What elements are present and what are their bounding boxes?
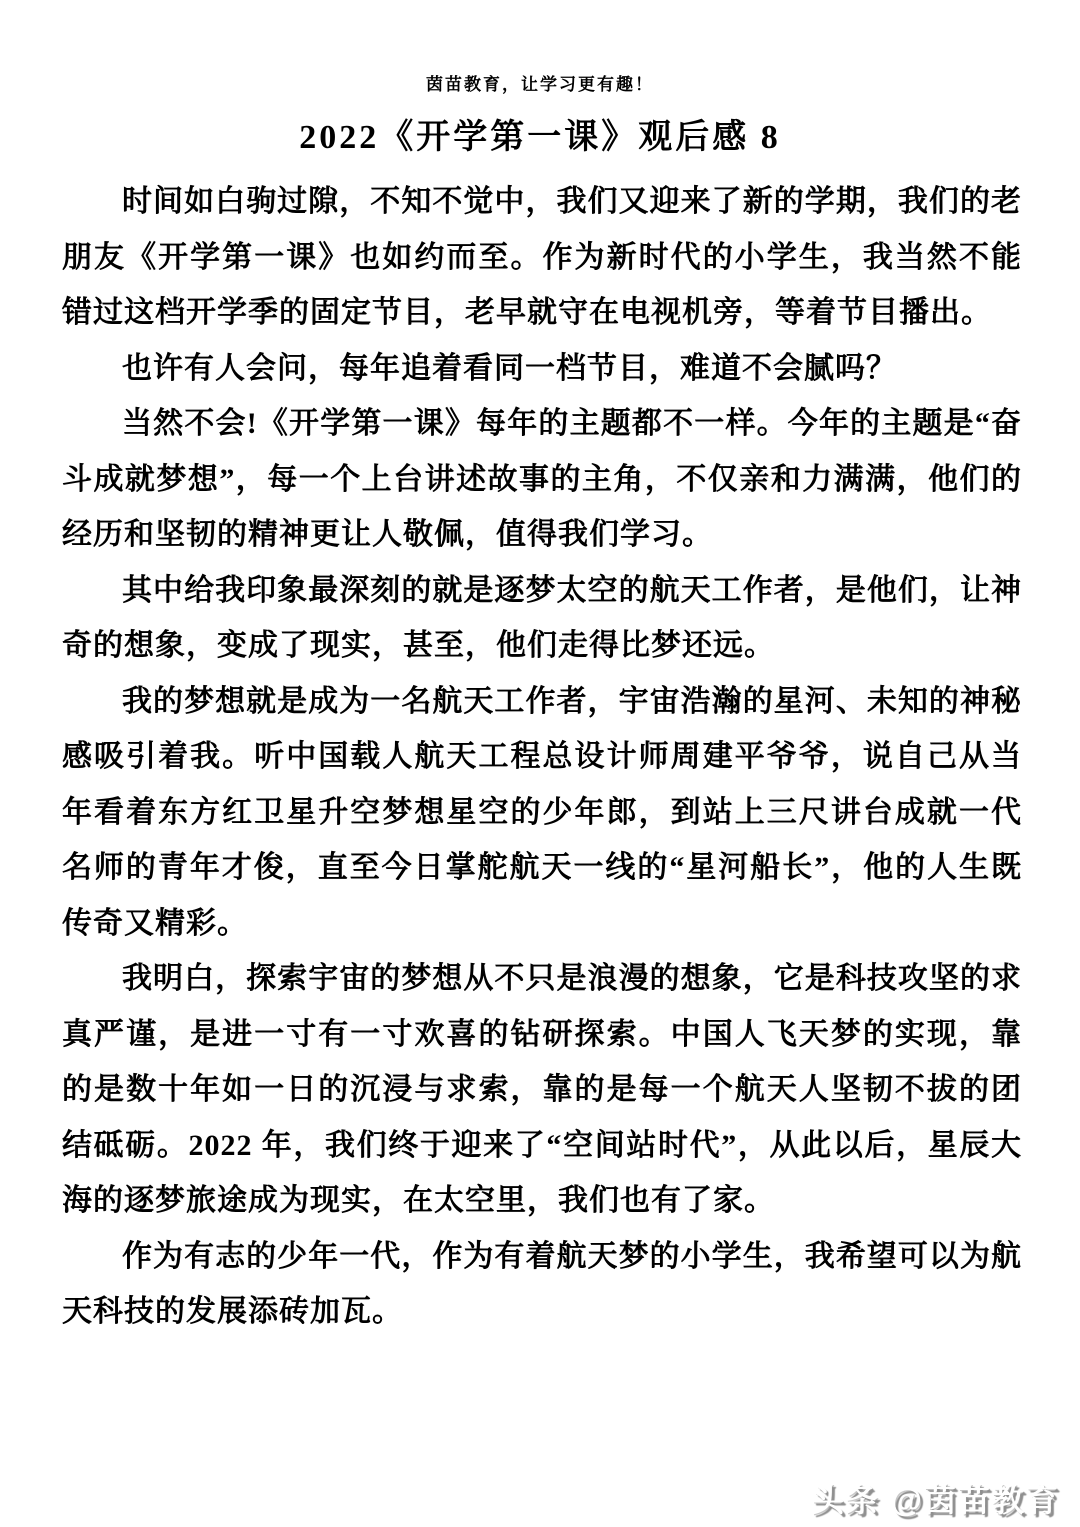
essay-paragraph-1: 时间如白驹过隙，不知不觉中，我们又迎来了新的学期，我们的老朋友《开学第一课》也如约而至。作为新时代的小学生，我当然不能错过这档开学季的固定节目，老早就守在电视机旁，等着节目播出。: [62, 185, 1022, 329]
essay-paragraph-4: 其中给我印象最深刻的就是逐梦太空的航天工作者，是他们，让神奇的想象，变成了现实，甚至，他们走得比梦还远。: [62, 573, 1022, 662]
essay-paragraph-7: 作为有志的少年一代，作为有着航天梦的小学生，我希望可以为航天科技的发展添砖加瓦。: [62, 1239, 1022, 1328]
toutiao-watermark: 头条 @茵苗教育: [811, 1482, 1060, 1518]
essay-paragraph-2: 也许有人会问，每年追着看同一档节目，难道不会腻吗？: [122, 351, 897, 385]
essay-body: [0, 158, 1080, 1340]
essay-paragraph-3: 当然不会!《开学第一课》每年的主题都不一样。今年的主题是“奋斗成就梦想”，每一个上台讲述故事的主角，不仅亲和力满满，他们的经历和坚韧的精神更让人敬佩，值得我们学习。: [62, 407, 1022, 551]
header-slogan: 茵苗教育，让学习更有趣！: [426, 75, 654, 94]
essay-paragraph-5: 我的梦想就是成为一名航天工作者，宇宙浩瀚的星河、未知的神秘感吸引着我。听中国载人航天工程总设计师周建平爷爷，说自己从当年看着东方红卫星升空梦想星空的少年郎，到站上三尺讲台成就一代名师的青年才俊，直至今日掌舵航天一线的“星河船长”，他的人生既传奇又精彩。: [62, 684, 1022, 940]
essay-title: 2022《开学第一课》观后感 8: [299, 119, 781, 156]
essay-paragraph-6: 我明白，探索宇宙的梦想从不只是浪漫的想象，它是科技攻坚的求真严谨，是进一寸有一寸欢喜的钻研探索。中国人飞天梦的实现，靠的是数十年如一日的沉浸与求索，靠的是每一个航天人坚韧不拔的团结砥砺。2022 年，我们终于迎来了“空间站时代”，从此以后，星辰大海的逐梦旅途成为现实，在太空里，我们也有了家。: [62, 962, 1022, 1217]
